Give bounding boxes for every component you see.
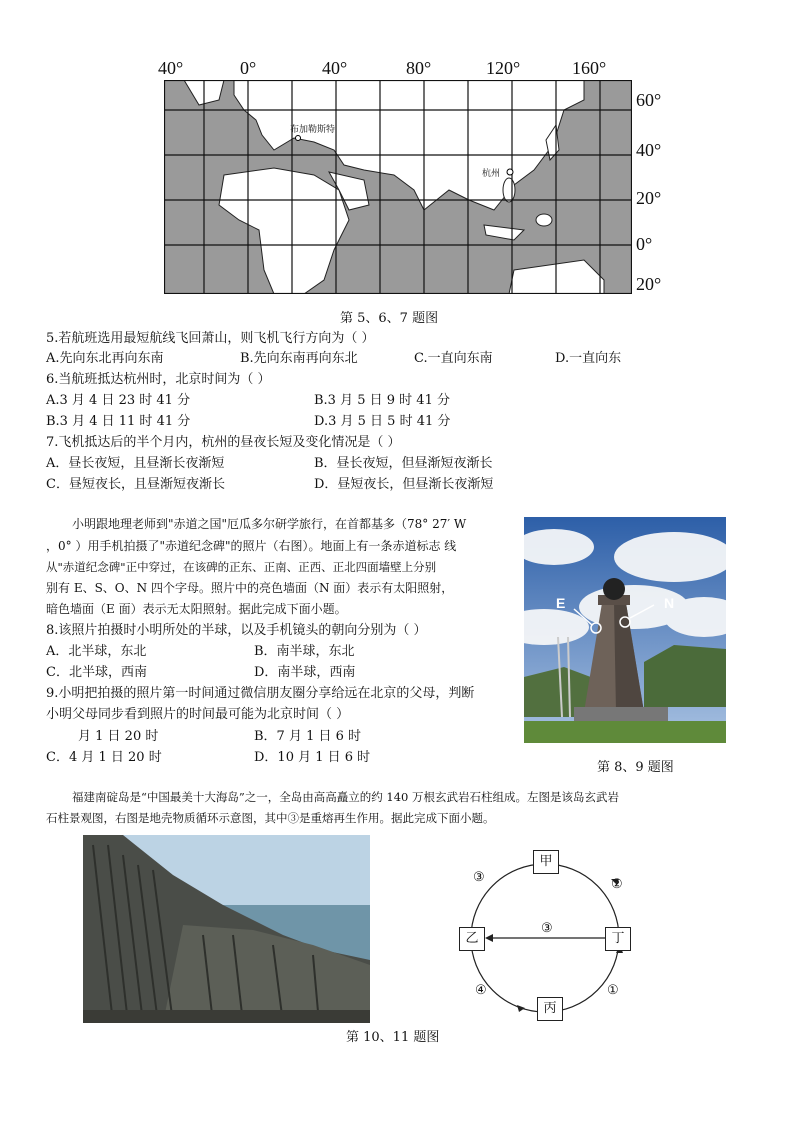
q6-option-c: B.3 月 4 日 11 时 41 分 xyxy=(46,414,191,429)
q5-option-a: A.先向东北再向东南 xyxy=(46,351,164,366)
cycle-box-yi: 乙 xyxy=(459,927,485,951)
q9-option-c: C．4 月 1 日 20 时 xyxy=(46,750,162,765)
q9-option-d: D．10 月 1 日 6 时 xyxy=(254,750,371,765)
q7-option-d: D．昼短夜长，但昼渐长夜渐短 xyxy=(314,477,494,492)
q7-option-b: B．昼长夜短，但昼渐短夜渐长 xyxy=(314,456,493,471)
q8-stem: 8.该照片拍摄时小明所处的半球，以及手机镜头的朝向分别为（ ） xyxy=(46,623,427,638)
q8-option-d: D．南半球，西南 xyxy=(254,665,356,680)
q6-option-d: D.3 月 5 日 5 时 41 分 xyxy=(314,414,451,429)
passage2-line: 小明跟地理老师到"赤道之国"厄瓜多尔研学旅行，在首都基多（78° 27′ W xyxy=(72,517,467,531)
lon-label: 120° xyxy=(486,58,521,78)
lat-label: 40° xyxy=(636,140,662,160)
photo-label-e: E xyxy=(556,595,566,611)
cycle-num: ③ xyxy=(541,921,553,936)
map-caption: 第 5、6、7 题图 xyxy=(340,311,439,326)
lon-label: 80° xyxy=(406,58,432,78)
cycle-num: ① xyxy=(607,983,619,998)
world-map xyxy=(158,58,662,298)
cycle-num: ③ xyxy=(473,870,485,885)
city-label-hangzhou: 杭州 xyxy=(482,169,501,179)
cycle-num: ④ xyxy=(475,983,487,998)
q6-option-a: A.3 月 4 日 23 时 41 分 xyxy=(46,393,191,408)
passage3-line: 福建南碇岛是“中国最美十大海岛”之一，全岛由高高矗立的约 140 万根玄武岩石柱组成。左图是该岛玄武岩 xyxy=(72,790,620,804)
q6-stem: 6.当航班抵达杭州时，北京时间为（ ） xyxy=(46,372,271,387)
lat-label: 20° xyxy=(636,274,662,294)
q5-option-b: B.先向东南再向东北 xyxy=(240,351,358,366)
basalt-columns-photo xyxy=(83,835,370,1023)
q9-stem-line2: 小明父母同步看到照片的时间最可能为北京时间（ ） xyxy=(46,707,350,722)
lon-label: 160° xyxy=(572,58,607,78)
q6-option-b: B.3 月 5 日 9 时 41 分 xyxy=(314,393,450,408)
q7-option-c: C．昼短夜长，且昼渐短夜渐长 xyxy=(46,477,225,492)
cycle-caption: 第 10、11 题图 xyxy=(346,1030,440,1045)
q7-option-a: A．昼长夜短，且昼渐长夜渐短 xyxy=(46,456,225,471)
q5-option-c: C.一直向东南 xyxy=(414,351,493,366)
bucharest-marker xyxy=(296,136,301,141)
lon-label: 40° xyxy=(322,58,348,78)
lat-label: 20° xyxy=(636,188,662,208)
photo-label-n: N xyxy=(664,595,675,611)
cycle-box-bing: 丙 xyxy=(537,997,563,1021)
passage2-line: 暗色墙面（E 面）表示无太阳照射。据此完成下面小题。 xyxy=(46,602,347,616)
q5-option-d: D.一直向东 xyxy=(555,351,622,366)
lon-label: 0° xyxy=(240,58,257,78)
passage2-line: ，0° ）用手机拍摄了"赤道纪念碑"的照片（右图）。地面上有一条赤道标志 线 xyxy=(46,539,457,553)
passage2-line: 别有 E、S、O、N 四个字母。照片中的亮色墙面（N 面）表示有太阳照射， xyxy=(46,581,454,595)
equator-monument-photo xyxy=(524,517,726,743)
passage3-line: 石柱景观图，右图是地壳物质循环示意图，其中③是重熔再生作用。据此完成下面小题。 xyxy=(46,811,495,825)
q5-stem: 5.若航班选用最短航线飞回萧山，则飞机飞行方向为（ ） xyxy=(46,331,375,346)
cycle-box-ding: 丁 xyxy=(605,927,631,951)
rock-cycle-diagram xyxy=(455,845,645,1025)
cycle-num: ② xyxy=(611,877,623,892)
map-grid xyxy=(164,80,632,294)
cycle-box-jia: 甲 xyxy=(533,850,559,874)
q9-option-b: B．7 月 1 日 6 时 xyxy=(254,729,362,744)
q9-stem-line1: 9.小明把拍摄的照片第一时间通过微信朋友圈分享给远在北京的父母，判断 xyxy=(46,686,475,701)
q8-option-a: A．北半球，东北 xyxy=(46,644,147,659)
lon-label: 40° xyxy=(158,58,184,78)
photo-caption: 第 8、9 题图 xyxy=(597,760,674,775)
q8-option-c: C．北半球，西南 xyxy=(46,665,147,680)
q8-option-b: B．南半球，东北 xyxy=(254,644,355,659)
q7-stem: 7.飞机抵达后的半个月内，杭州的昼夜长短及变化情况是（ ） xyxy=(46,435,401,450)
lat-label: 60° xyxy=(636,90,662,110)
passage2-line: 从"赤道纪念碑"正中穿过，在该碑的正东、正南、正西、正北四面墙壁上分别 xyxy=(46,560,437,574)
city-label-bucharest: 布加勒斯特 xyxy=(290,125,336,135)
lat-label: 0° xyxy=(636,234,653,254)
q9-option-a: 月 1 日 20 时 xyxy=(78,729,159,744)
hangzhou-marker xyxy=(507,169,513,175)
